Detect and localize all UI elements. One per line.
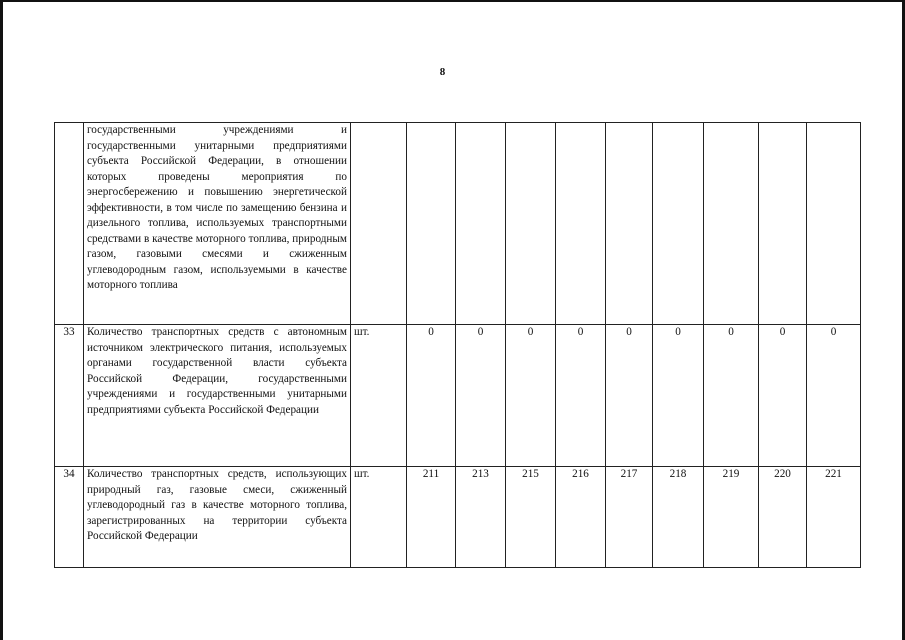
value-cell — [556, 123, 606, 325]
value-cell: 0 — [759, 325, 807, 467]
value-cell: 216 — [556, 467, 606, 568]
page-number: 8 — [439, 66, 446, 78]
indicator-description-cell — [84, 325, 351, 467]
table-row — [55, 467, 861, 568]
indicator-description-cell — [84, 467, 351, 568]
unit-cell — [351, 123, 407, 325]
indicator-description-text: Количество транспортных средств с автономным источником электрического питания, используемых органами государственной власти субъекта Российской Федерации, государственными учреждениями и государственными унитарными предприятиями субъекта Российской Федерации — [87, 326, 347, 416]
value-cell: 215 — [506, 467, 556, 568]
value-cell: 219 — [704, 467, 759, 568]
scan-border-left — [0, 0, 3, 640]
value-cell — [759, 123, 807, 325]
row-number-cell: 34 — [55, 467, 84, 568]
indicator-table — [54, 122, 861, 568]
row-number-cell: 33 — [55, 325, 84, 467]
value-cell — [653, 123, 704, 325]
value-cell: 0 — [556, 325, 606, 467]
value-cell: 0 — [704, 325, 759, 467]
unit-cell: шт. — [351, 467, 407, 568]
value-cell: 0 — [606, 325, 653, 467]
value-cell — [407, 123, 456, 325]
row-number-cell — [55, 123, 84, 325]
indicator-description-text: Количество транспортных средств, использующих природный газ, газовые смеси, сжиженный углеводородный газ в качестве моторного топлива, зарегистрированных на территории субъекта Российской Федерации — [87, 468, 347, 542]
value-cell — [456, 123, 506, 325]
value-cell: 213 — [456, 467, 506, 568]
value-cell: 0 — [456, 325, 506, 467]
value-cell: 0 — [653, 325, 704, 467]
scan-border-top — [0, 0, 905, 2]
value-cell — [506, 123, 556, 325]
value-cell: 221 — [807, 467, 861, 568]
value-cell: 218 — [653, 467, 704, 568]
unit-cell: шт. — [351, 325, 407, 467]
value-cell — [704, 123, 759, 325]
value-cell: 0 — [407, 325, 456, 467]
value-cell — [807, 123, 861, 325]
indicator-description-cell — [84, 123, 351, 325]
value-cell: 217 — [606, 467, 653, 568]
value-cell: 220 — [759, 467, 807, 568]
value-cell — [606, 123, 653, 325]
value-cell: 211 — [407, 467, 456, 568]
value-cell: 0 — [807, 325, 861, 467]
table-row — [55, 325, 861, 467]
value-cell: 0 — [506, 325, 556, 467]
indicator-description-text: государственными учреждениями и государственными унитарными предприятиями субъекта Российской Федерации, в отношении которых проведены мероприятия по энергосбережению и повышению энергетической эффективности, в том числе по замещению бензина и дизельного топлива, используемых транспортными средствами в качестве моторного топлива, природным газом, газовыми смесями и сжиженным углеводородным газом, используемыми в качестве моторного топлива — [87, 124, 347, 291]
table-row — [55, 123, 861, 325]
